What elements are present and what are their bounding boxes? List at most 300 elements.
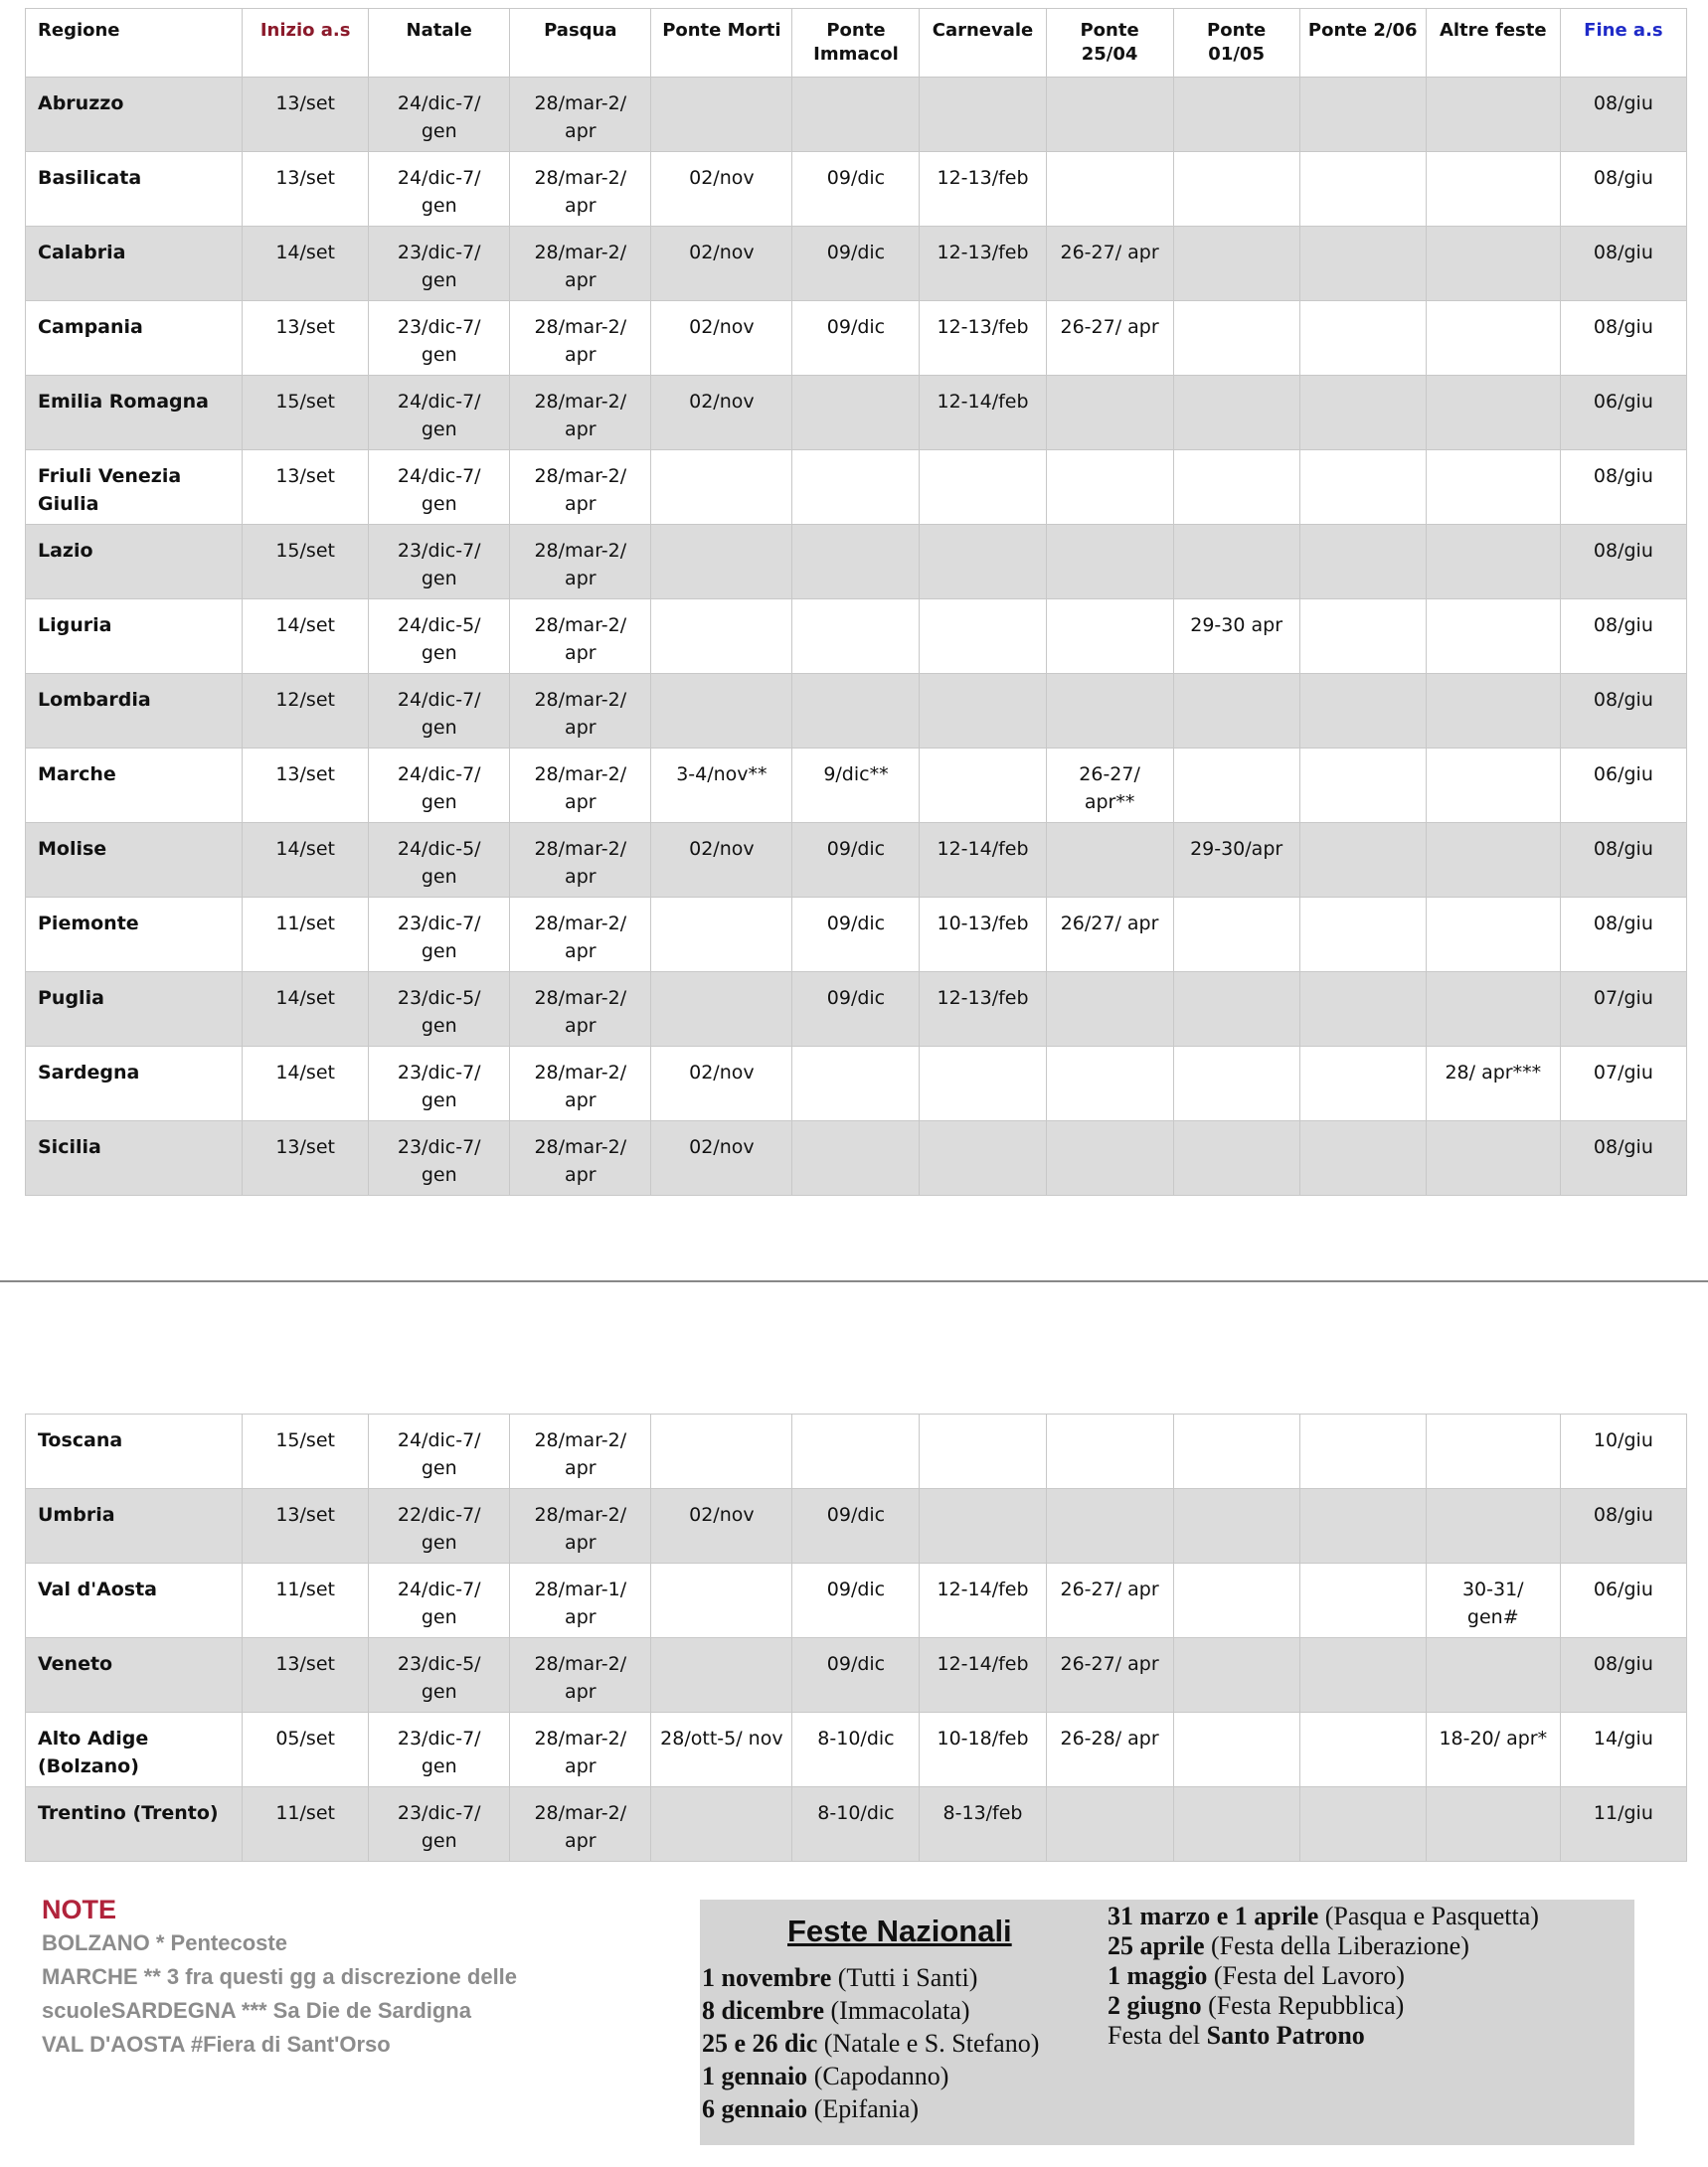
table-cell: 23/dic-5/ gen — [369, 972, 510, 1047]
table-row — [26, 450, 1687, 525]
table-cell — [1046, 78, 1173, 152]
column-header: Ponte 2/06 — [1299, 9, 1426, 78]
table-row — [26, 301, 1687, 376]
table-cell — [792, 1047, 920, 1121]
region-name: Toscana — [26, 1415, 243, 1489]
table-cell — [792, 1121, 920, 1196]
table-cell: 08/giu — [1560, 525, 1686, 599]
table-cell: 14/set — [243, 1047, 369, 1121]
table-cell — [1173, 1047, 1299, 1121]
school-calendar-table-part1 — [25, 8, 1687, 1196]
table-cell: 23/dic-7/ gen — [369, 525, 510, 599]
table-cell: 18-20/ apr* — [1426, 1713, 1560, 1787]
table-cell — [1426, 972, 1560, 1047]
table-cell — [1426, 1121, 1560, 1196]
table-cell — [792, 525, 920, 599]
table-cell — [1426, 376, 1560, 450]
table-cell: 23/dic-7/ gen — [369, 227, 510, 301]
column-header: Inizio a.s — [243, 9, 369, 78]
table-cell: 23/dic-7/ gen — [369, 1787, 510, 1862]
table-row — [26, 1415, 1687, 1489]
table-cell — [792, 674, 920, 749]
table-cell: 28/mar-2/ apr — [510, 1047, 651, 1121]
table-row — [26, 1489, 1687, 1564]
column-header: Altre feste — [1426, 9, 1560, 78]
table-cell: 28/mar-2/ apr — [510, 376, 651, 450]
table-cell: 02/nov — [651, 227, 792, 301]
table-row — [26, 1121, 1687, 1196]
table-cell: 08/giu — [1560, 301, 1686, 376]
table-cell: 28/mar-2/ apr — [510, 450, 651, 525]
column-header: Ponte Morti — [651, 9, 792, 78]
table-cell: 02/nov — [651, 376, 792, 450]
table-cell — [1299, 227, 1426, 301]
table-cell — [920, 599, 1046, 674]
header-row — [26, 9, 1687, 78]
column-header: Ponte 01/05 — [1173, 9, 1299, 78]
table-cell — [1173, 1713, 1299, 1787]
table-cell — [1173, 1787, 1299, 1862]
table-cell: 12-14/feb — [920, 1564, 1046, 1638]
table-cell — [651, 599, 792, 674]
holiday-item: 25 aprile (Festa della Liberazione) — [1108, 1931, 1469, 1960]
national-holidays-right-list — [1108, 1902, 1615, 2051]
table-cell: 3-4/nov** — [651, 749, 792, 823]
table-cell: 14/set — [243, 599, 369, 674]
table-cell — [1046, 450, 1173, 525]
table-cell: 13/set — [243, 152, 369, 227]
note-valdaosta: VAL D'AOSTA #Fiera di Sant'Orso — [42, 2032, 391, 2057]
table-cell: 07/giu — [1560, 1047, 1686, 1121]
table-cell: 12-13/feb — [920, 972, 1046, 1047]
table-cell: 13/set — [243, 301, 369, 376]
table-cell: 09/dic — [792, 898, 920, 972]
table-cell: 11/set — [243, 1564, 369, 1638]
holiday-item: 6 gennaio (Epifania) — [702, 2094, 920, 2123]
table-cell: 09/dic — [792, 1638, 920, 1713]
table-cell: 26-27/ apr** — [1046, 749, 1173, 823]
region-name: Val d'Aosta — [26, 1564, 243, 1638]
table-cell: 12-13/feb — [920, 152, 1046, 227]
table-cell — [1046, 823, 1173, 898]
table-row — [26, 78, 1687, 152]
table-cell: 24/dic-7/ gen — [369, 450, 510, 525]
table-cell: 23/dic-7/ gen — [369, 1121, 510, 1196]
table-cell: 28/mar-2/ apr — [510, 1713, 651, 1787]
note-sardegna: scuoleSARDEGNA *** Sa Die de Sardigna — [42, 1998, 471, 2023]
region-name: Abruzzo — [26, 78, 243, 152]
table-cell: 23/dic-7/ gen — [369, 1047, 510, 1121]
table-cell: 08/giu — [1560, 674, 1686, 749]
table-cell: 02/nov — [651, 1047, 792, 1121]
table-cell: 23/dic-7/ gen — [369, 898, 510, 972]
table-cell: 13/set — [243, 78, 369, 152]
table-cell: 26-27/ apr — [1046, 1564, 1173, 1638]
table-cell — [1173, 1121, 1299, 1196]
region-name: Puglia — [26, 972, 243, 1047]
table-cell: 8-10/dic — [792, 1713, 920, 1787]
table-cell — [1426, 525, 1560, 599]
table-cell — [1426, 749, 1560, 823]
school-calendar-table-part2 — [25, 1414, 1687, 1862]
table-cell: 02/nov — [651, 1121, 792, 1196]
table-cell: 14/giu — [1560, 1713, 1686, 1787]
table-cell: 15/set — [243, 376, 369, 450]
table-cell — [1299, 78, 1426, 152]
table-row — [26, 376, 1687, 450]
table-cell — [1173, 227, 1299, 301]
table-cell — [920, 450, 1046, 525]
table-cell: 08/giu — [1560, 450, 1686, 525]
table-cell — [1046, 376, 1173, 450]
table-cell — [1299, 972, 1426, 1047]
table-row — [26, 599, 1687, 674]
table-cell: 26/27/ apr — [1046, 898, 1173, 972]
note-marche: MARCHE ** 3 fra questi gg a discrezione delle — [42, 1964, 518, 1989]
table-cell — [1046, 152, 1173, 227]
table-cell — [792, 1415, 920, 1489]
table-cell — [1299, 450, 1426, 525]
region-name: Veneto — [26, 1638, 243, 1713]
table-cell — [1426, 674, 1560, 749]
table-cell — [651, 78, 792, 152]
table-cell: 13/set — [243, 1489, 369, 1564]
table-cell: 09/dic — [792, 972, 920, 1047]
table-cell: 24/dic-7/ gen — [369, 1564, 510, 1638]
table-cell: 28/mar-2/ apr — [510, 1489, 651, 1564]
holiday-item: 8 dicembre (Immacolata) — [702, 1996, 970, 2025]
region-name: Sardegna — [26, 1047, 243, 1121]
table-cell — [1046, 1415, 1173, 1489]
table-cell — [1299, 1787, 1426, 1862]
table-cell — [1426, 301, 1560, 376]
table-cell — [1299, 674, 1426, 749]
column-header: Ponte 25/04 — [1046, 9, 1173, 78]
table-row — [26, 1638, 1687, 1713]
table-cell: 13/set — [243, 1121, 369, 1196]
table-row — [26, 674, 1687, 749]
table-cell: 28/mar-2/ apr — [510, 749, 651, 823]
table-cell: 09/dic — [792, 823, 920, 898]
table-cell — [1426, 823, 1560, 898]
table-cell: 12-14/feb — [920, 1638, 1046, 1713]
table-cell — [1046, 1787, 1173, 1862]
table-cell: 09/dic — [792, 1564, 920, 1638]
table-cell: 23/dic-5/ gen — [369, 1638, 510, 1713]
table-cell: 26-27/ apr — [1046, 301, 1173, 376]
table-cell: 11/set — [243, 1787, 369, 1862]
table-cell: 28/mar-2/ apr — [510, 1121, 651, 1196]
column-header: Pasqua — [510, 9, 651, 78]
table-cell: 07/giu — [1560, 972, 1686, 1047]
table-cell: 12/set — [243, 674, 369, 749]
table-cell: 09/dic — [792, 227, 920, 301]
table-cell: 28/mar-2/ apr — [510, 599, 651, 674]
table-cell — [1426, 227, 1560, 301]
table-cell: 13/set — [243, 749, 369, 823]
table-cell: 28/mar-2/ apr — [510, 78, 651, 152]
table-cell: 09/dic — [792, 152, 920, 227]
table-row — [26, 227, 1687, 301]
table-row — [26, 898, 1687, 972]
table-cell — [1173, 972, 1299, 1047]
table-cell — [792, 78, 920, 152]
table-cell: 02/nov — [651, 301, 792, 376]
table-cell: 10-18/feb — [920, 1713, 1046, 1787]
holiday-item: 25 e 26 dic (Natale e S. Stefano) — [702, 2029, 1040, 2058]
table-cell: 28/mar-2/ apr — [510, 823, 651, 898]
table-cell — [1299, 1415, 1426, 1489]
note-bolzano: BOLZANO * Pentecoste — [42, 1930, 287, 1955]
table-row — [26, 823, 1687, 898]
region-name: Lombardia — [26, 674, 243, 749]
table-cell — [1299, 1121, 1426, 1196]
table-cell: 28/mar-2/ apr — [510, 227, 651, 301]
table-cell — [651, 674, 792, 749]
table-cell — [1426, 78, 1560, 152]
table-cell: 08/giu — [1560, 227, 1686, 301]
table-cell: 14/set — [243, 823, 369, 898]
table-cell: 02/nov — [651, 823, 792, 898]
region-name: Calabria — [26, 227, 243, 301]
table-cell — [920, 525, 1046, 599]
holiday-item: 2 giugno (Festa Repubblica) — [1108, 1991, 1405, 2020]
table-cell: 23/dic-7/ gen — [369, 301, 510, 376]
table-cell — [651, 898, 792, 972]
region-name: Marche — [26, 749, 243, 823]
table-cell — [1046, 525, 1173, 599]
table-cell — [651, 1415, 792, 1489]
region-name: Liguria — [26, 599, 243, 674]
table-cell: 06/giu — [1560, 749, 1686, 823]
table-cell: 24/dic-7/ gen — [369, 674, 510, 749]
table-row — [26, 972, 1687, 1047]
column-header: Regione — [26, 9, 243, 78]
region-name: Alto Adige (Bolzano) — [26, 1713, 243, 1787]
table-cell — [651, 1638, 792, 1713]
table-cell — [651, 450, 792, 525]
table-row — [26, 1713, 1687, 1787]
table-cell: 26-27/ apr — [1046, 1638, 1173, 1713]
region-name: Emilia Romagna — [26, 376, 243, 450]
table-cell — [1173, 376, 1299, 450]
table-cell: 23/dic-7/ gen — [369, 1713, 510, 1787]
table-cell: 8-13/feb — [920, 1787, 1046, 1862]
table-cell — [1426, 1638, 1560, 1713]
table-cell: 10-13/feb — [920, 898, 1046, 972]
table-cell: 28/mar-2/ apr — [510, 1787, 651, 1862]
holiday-item: 1 gennaio (Capodanno) — [702, 2062, 949, 2090]
table-cell: 28/mar-2/ apr — [510, 674, 651, 749]
table-cell: 02/nov — [651, 152, 792, 227]
table-cell — [920, 674, 1046, 749]
table-cell: 30-31/ gen# — [1426, 1564, 1560, 1638]
table-cell: 28/mar-1/ apr — [510, 1564, 651, 1638]
table-cell — [651, 1564, 792, 1638]
table-cell: 8-10/dic — [792, 1787, 920, 1862]
table-cell — [1299, 301, 1426, 376]
table-cell — [1299, 749, 1426, 823]
table-cell: 12-14/feb — [920, 376, 1046, 450]
table-cell: 09/dic — [792, 1489, 920, 1564]
table-cell — [920, 1047, 1046, 1121]
table-cell — [1046, 972, 1173, 1047]
table-cell: 28/ apr*** — [1426, 1047, 1560, 1121]
table-cell: 28/mar-2/ apr — [510, 1415, 651, 1489]
table-cell — [1299, 599, 1426, 674]
table-cell — [1426, 152, 1560, 227]
table-cell — [792, 450, 920, 525]
table-cell — [920, 1121, 1046, 1196]
table-cell — [1426, 450, 1560, 525]
table-cell: 08/giu — [1560, 1489, 1686, 1564]
table-cell: 08/giu — [1560, 599, 1686, 674]
table-cell: 13/set — [243, 450, 369, 525]
table-cell — [1299, 152, 1426, 227]
table-cell: 9/dic** — [792, 749, 920, 823]
region-name: Sicilia — [26, 1121, 243, 1196]
table-cell: 13/set — [243, 1638, 369, 1713]
table-cell: 29-30/apr — [1173, 823, 1299, 898]
table-cell: 08/giu — [1560, 1638, 1686, 1713]
table-cell — [1173, 525, 1299, 599]
table-cell: 24/dic-7/ gen — [369, 78, 510, 152]
table-cell — [1299, 1713, 1426, 1787]
table-cell — [1046, 1489, 1173, 1564]
table-cell: 12-13/feb — [920, 301, 1046, 376]
table-cell — [1173, 674, 1299, 749]
table-cell — [1173, 1564, 1299, 1638]
region-name: Molise — [26, 823, 243, 898]
holiday-item: Festa del Santo Patrono — [1108, 2021, 1365, 2050]
holiday-item: 31 marzo e 1 aprile (Pasqua e Pasquetta) — [1108, 1902, 1539, 1930]
table-cell: 12-13/feb — [920, 227, 1046, 301]
table-cell: 22/dic-7/ gen — [369, 1489, 510, 1564]
table-cell: 02/nov — [651, 1489, 792, 1564]
table-cell: 05/set — [243, 1713, 369, 1787]
table-cell: 24/dic-5/ gen — [369, 823, 510, 898]
column-header: Ponte Immacol — [792, 9, 920, 78]
table-cell — [1173, 1415, 1299, 1489]
table-cell: 29-30 apr — [1173, 599, 1299, 674]
table-cell — [1046, 1047, 1173, 1121]
table-cell — [1426, 1489, 1560, 1564]
page-divider — [0, 1280, 1708, 1282]
table-cell: 15/set — [243, 525, 369, 599]
table-cell — [1299, 1489, 1426, 1564]
region-name: Lazio — [26, 525, 243, 599]
table-cell — [651, 525, 792, 599]
table-cell: 06/giu — [1560, 376, 1686, 450]
table-cell — [1173, 450, 1299, 525]
notes-section — [42, 1893, 598, 2062]
table-cell — [1299, 1564, 1426, 1638]
table-cell — [1173, 301, 1299, 376]
table-cell — [920, 1489, 1046, 1564]
table-cell: 14/set — [243, 227, 369, 301]
table-cell: 28/mar-2/ apr — [510, 152, 651, 227]
table-cell: 08/giu — [1560, 78, 1686, 152]
holiday-item: 1 novembre (Tutti i Santi) — [702, 1963, 978, 1992]
table-cell — [920, 78, 1046, 152]
table-cell — [792, 599, 920, 674]
table-cell: 24/dic-7/ gen — [369, 1415, 510, 1489]
table-row — [26, 152, 1687, 227]
table-cell — [1046, 599, 1173, 674]
table-cell — [1426, 1787, 1560, 1862]
national-holidays-title: Feste Nazionali — [787, 1914, 1012, 1948]
table-cell: 28/mar-2/ apr — [510, 898, 651, 972]
column-header: Carnevale — [920, 9, 1046, 78]
table-cell — [1426, 898, 1560, 972]
table-row — [26, 749, 1687, 823]
table-cell: 28/mar-2/ apr — [510, 972, 651, 1047]
table-cell — [651, 1787, 792, 1862]
table-cell — [792, 376, 920, 450]
table-cell — [1426, 599, 1560, 674]
table-cell: 24/dic-5/ gen — [369, 599, 510, 674]
table-cell: 28/ott-5/ nov — [651, 1713, 792, 1787]
notes-title: NOTE — [42, 1895, 117, 1924]
table-cell — [1299, 376, 1426, 450]
table-cell — [1046, 674, 1173, 749]
table-cell: 24/dic-7/ gen — [369, 376, 510, 450]
table-cell — [1299, 898, 1426, 972]
region-name: Umbria — [26, 1489, 243, 1564]
table-cell: 15/set — [243, 1415, 369, 1489]
region-name: Piemonte — [26, 898, 243, 972]
table-cell — [920, 1415, 1046, 1489]
region-name: Basilicata — [26, 152, 243, 227]
table-cell — [1173, 1638, 1299, 1713]
table-cell: 24/dic-7/ gen — [369, 749, 510, 823]
table-cell: 28/mar-2/ apr — [510, 1638, 651, 1713]
table-cell — [1173, 152, 1299, 227]
table-cell — [1173, 898, 1299, 972]
table-cell: 14/set — [243, 972, 369, 1047]
table-row — [26, 1564, 1687, 1638]
national-holidays-left-list — [702, 1961, 1100, 2125]
table-row — [26, 525, 1687, 599]
table-cell — [1299, 1047, 1426, 1121]
region-name: Friuli Venezia Giulia — [26, 450, 243, 525]
table-cell: 08/giu — [1560, 152, 1686, 227]
table-cell — [1426, 1415, 1560, 1489]
column-header: Fine a.s — [1560, 9, 1686, 78]
table-cell: 08/giu — [1560, 823, 1686, 898]
table-cell: 08/giu — [1560, 898, 1686, 972]
table-cell — [1173, 78, 1299, 152]
table-cell: 08/giu — [1560, 1121, 1686, 1196]
table-cell — [1046, 1121, 1173, 1196]
table-cell — [1299, 525, 1426, 599]
table-cell — [1299, 823, 1426, 898]
column-header: Natale — [369, 9, 510, 78]
table-cell: 12-14/feb — [920, 823, 1046, 898]
table-cell: 11/giu — [1560, 1787, 1686, 1862]
table-cell — [651, 972, 792, 1047]
table-row — [26, 1787, 1687, 1862]
table-cell: 28/mar-2/ apr — [510, 301, 651, 376]
table-cell — [920, 749, 1046, 823]
table-cell: 24/dic-7/ gen — [369, 152, 510, 227]
table-row — [26, 1047, 1687, 1121]
table-cell — [1299, 1638, 1426, 1713]
table-cell: 28/mar-2/ apr — [510, 525, 651, 599]
national-holidays-box — [700, 1900, 1634, 2145]
holiday-item: 1 maggio (Festa del Lavoro) — [1108, 1961, 1405, 1990]
region-name: Trentino (Trento) — [26, 1787, 243, 1862]
